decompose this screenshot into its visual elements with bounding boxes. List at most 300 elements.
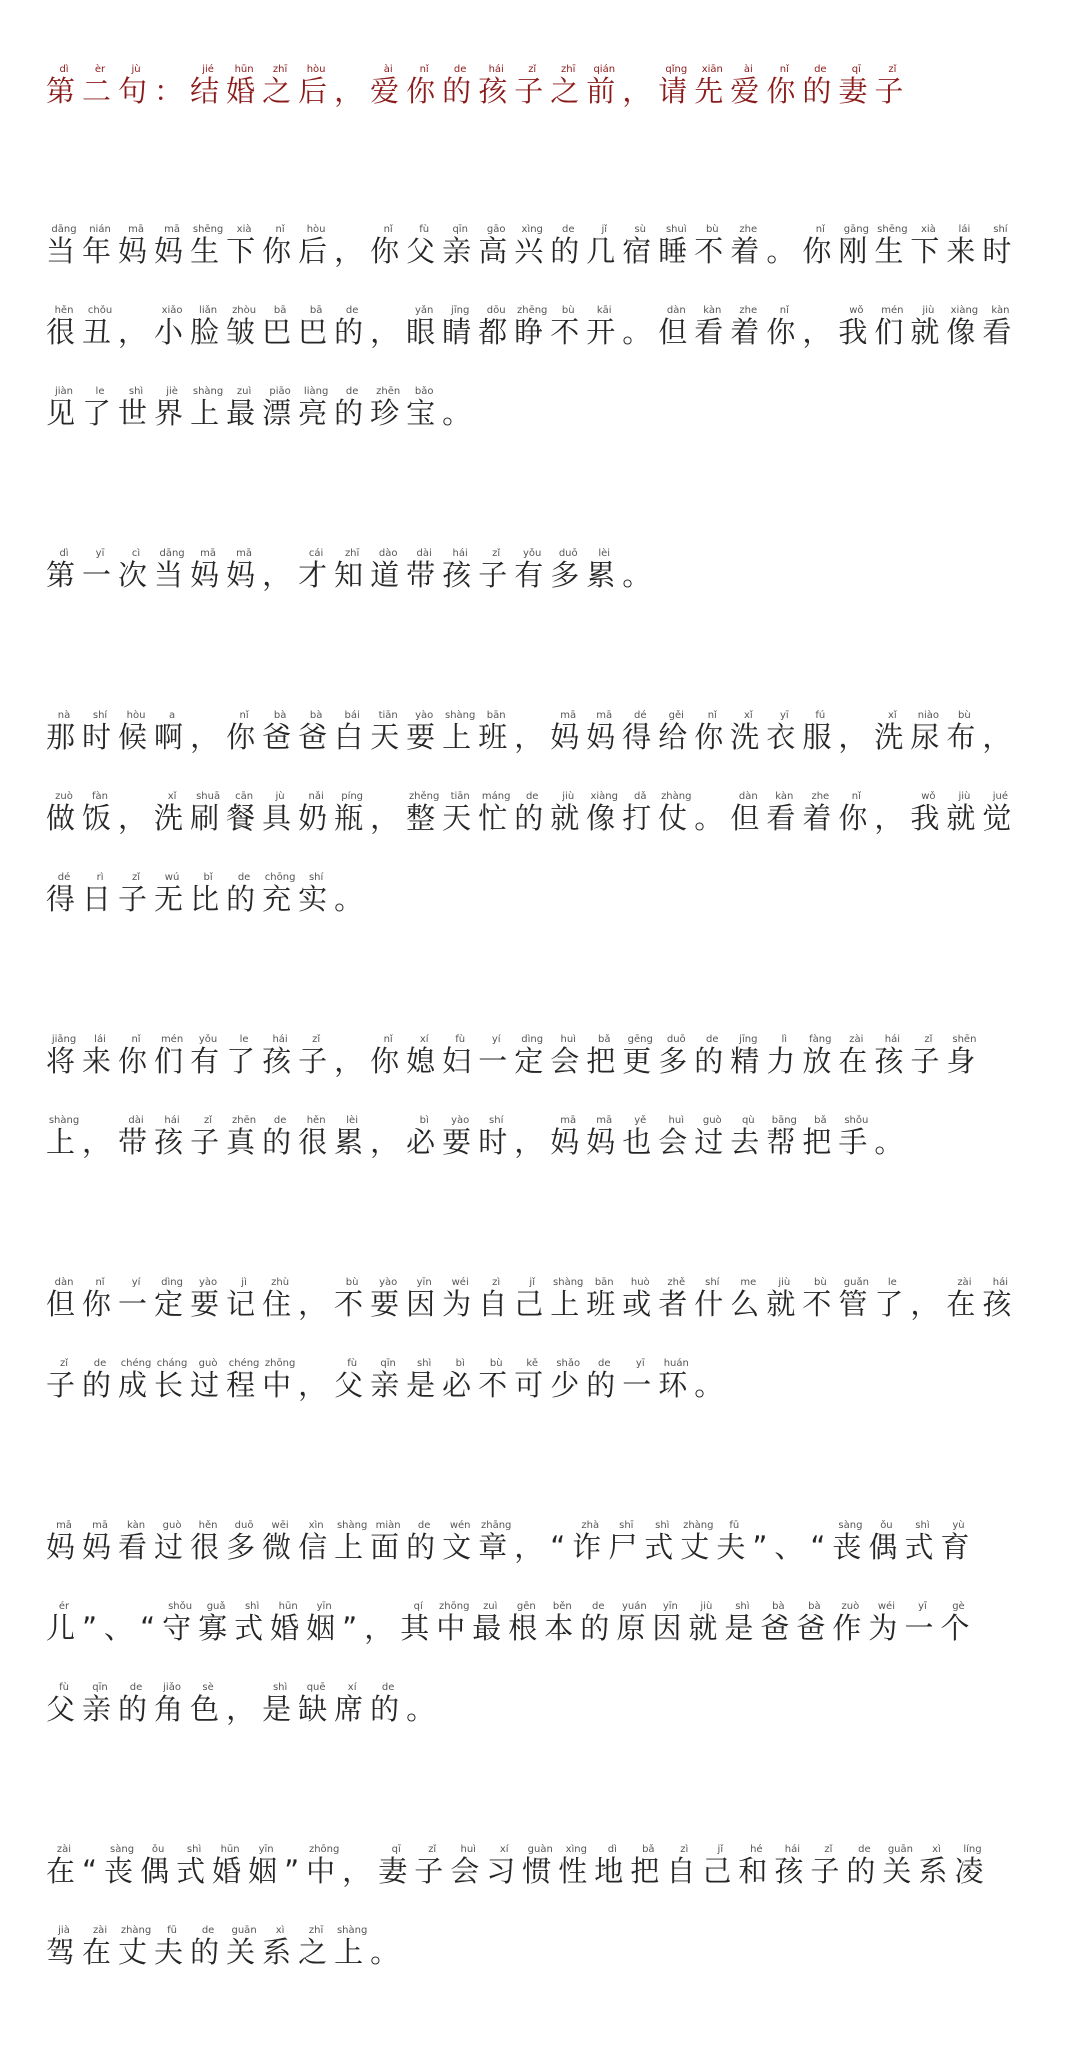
hanzi-char: 妇 — [442, 1044, 479, 1078]
pinyin: yào — [442, 1115, 479, 1126]
pinyin: chéng — [118, 1358, 155, 1369]
hanzi-char: 珍 — [370, 396, 407, 430]
pinyin: fù — [442, 1034, 479, 1045]
text-line — [46, 872, 1079, 953]
pinyin: bù — [694, 224, 731, 235]
pinyin: zhě — [658, 1277, 695, 1288]
hanzi-char: 婚 — [212, 1854, 249, 1888]
pinyin: bà — [796, 1601, 833, 1612]
hanzi-char: 去 — [730, 1125, 767, 1159]
hanzi-char: 高 — [478, 234, 515, 268]
pinyin: zhōng — [262, 1358, 299, 1369]
hanzi-char: 最 — [226, 396, 263, 430]
pinyin: de — [190, 1925, 227, 1936]
hanzi-char: 上 — [334, 1935, 371, 1969]
pinyin: fù — [406, 224, 443, 235]
hanzi-char: 孩 — [154, 1125, 191, 1159]
hanzi-char: 多 — [658, 1044, 695, 1078]
hanzi-char: 当 — [46, 234, 83, 268]
hanzi-char: 式 — [904, 1530, 941, 1564]
hanzi-char: ， — [118, 801, 155, 835]
pinyin: wǒ — [910, 791, 947, 802]
hanzi-char: 的 — [442, 74, 479, 108]
hanzi-char: 累 — [586, 558, 623, 592]
pinyin: yí — [118, 1277, 155, 1288]
pinyin: píng — [334, 791, 371, 802]
hanzi-char: 下 — [910, 234, 947, 268]
hanzi-char: 就 — [910, 315, 947, 349]
pinyin: mā — [82, 1520, 119, 1531]
hanzi-char: 关 — [226, 1935, 263, 1969]
hanzi-char: 的 — [406, 1530, 443, 1564]
text-line — [46, 224, 1079, 305]
pinyin: shàng — [334, 1520, 371, 1531]
pinyin: de — [846, 1844, 883, 1855]
hanzi-char: 章 — [478, 1530, 515, 1564]
hanzi-char: 妈 — [82, 1530, 119, 1564]
hanzi-char: 时 — [982, 234, 1019, 268]
pinyin: ér — [46, 1601, 83, 1612]
hanzi-char: 把 — [802, 1125, 839, 1159]
hanzi-char: 在 — [82, 1935, 119, 1969]
pinyin: xìng — [514, 224, 551, 235]
hanzi-char: 你 — [766, 74, 803, 108]
pinyin: de — [334, 386, 371, 397]
pinyin: fù — [46, 1682, 83, 1693]
hanzi-char: 子 — [414, 1854, 451, 1888]
hanzi-char: 上 — [46, 1125, 83, 1159]
pinyin: shí — [82, 710, 119, 721]
hanzi-char: 性 — [558, 1854, 595, 1888]
pinyin: huì — [550, 1034, 587, 1045]
hanzi-char: 小 — [154, 315, 191, 349]
pinyin — [752, 1520, 774, 1531]
pinyin: qù — [730, 1115, 767, 1126]
pinyin: me — [730, 1277, 767, 1288]
hanzi-char: 丧 — [104, 1854, 141, 1888]
hanzi-char: 偶 — [868, 1530, 905, 1564]
hanzi-char: 就 — [946, 801, 983, 835]
pinyin — [154, 64, 190, 75]
pinyin: yīn — [652, 1601, 689, 1612]
hanzi-char: “ — [140, 1611, 163, 1645]
hanzi-char: 第 — [46, 74, 83, 108]
pinyin — [622, 305, 658, 316]
hanzi-char: 像 — [586, 801, 623, 835]
pinyin: bù — [334, 1277, 371, 1288]
hanzi-char: 丑 — [82, 315, 119, 349]
hanzi-char: 在 — [838, 1044, 875, 1078]
pinyin — [334, 224, 370, 235]
hanzi-char: ， — [190, 720, 227, 754]
pinyin: shēng — [190, 224, 227, 235]
hanzi-char: 要 — [442, 1125, 479, 1159]
hanzi-char: 真 — [226, 1125, 263, 1159]
hanzi-char: 的 — [334, 396, 371, 430]
pinyin: nǐ — [766, 305, 803, 316]
paragraph — [46, 224, 1079, 467]
hanzi-char: ， — [874, 801, 911, 835]
hanzi-char: 来 — [82, 1044, 119, 1078]
hanzi-char: 孩 — [262, 1044, 299, 1078]
hanzi-char: 子 — [46, 1368, 83, 1402]
pinyin: hūn — [270, 1601, 307, 1612]
hanzi-char: 睁 — [514, 315, 551, 349]
hanzi-char: 过 — [694, 1125, 731, 1159]
pinyin: zǐ — [810, 1844, 847, 1855]
pinyin: hái — [874, 1034, 911, 1045]
pinyin: a — [154, 710, 191, 721]
pinyin: zhēng — [514, 305, 551, 316]
pinyin — [442, 386, 478, 397]
pinyin: de — [586, 1358, 623, 1369]
hanzi-char: ” — [284, 1854, 307, 1888]
pinyin: qīn — [82, 1682, 119, 1693]
pinyin — [262, 548, 298, 559]
pinyin: hái — [478, 64, 515, 75]
pinyin: yǒu — [514, 548, 551, 559]
pinyin: yī — [766, 710, 803, 721]
pinyin: bān — [586, 1277, 623, 1288]
hanzi-char: 媳 — [406, 1044, 443, 1078]
pinyin: le — [226, 1034, 263, 1045]
hanzi-char: 父 — [46, 1692, 83, 1726]
hanzi-char: 偶 — [140, 1854, 177, 1888]
hanzi-char: 姻 — [248, 1854, 285, 1888]
hanzi-char: 衣 — [766, 720, 803, 754]
text-line — [46, 710, 1079, 791]
hanzi-char: 环 — [658, 1368, 695, 1402]
hanzi-char: 时 — [82, 720, 119, 754]
hanzi-char: 妻 — [838, 74, 875, 108]
pinyin: nǐ — [694, 710, 731, 721]
hanzi-char: 来 — [946, 234, 983, 268]
pinyin: fū — [154, 1925, 191, 1936]
pinyin: zuò — [46, 791, 82, 802]
hanzi-char: 比 — [190, 882, 227, 916]
pinyin: hòu — [118, 710, 155, 721]
pinyin: sù — [622, 224, 659, 235]
pinyin: nǐ — [370, 224, 407, 235]
hanzi-char: 个 — [940, 1611, 977, 1645]
pinyin: huì — [450, 1844, 487, 1855]
pinyin: wú — [154, 872, 191, 883]
pinyin: zǐ — [514, 64, 551, 75]
hanzi-char: 把 — [630, 1854, 667, 1888]
pinyin: bā — [298, 305, 335, 316]
pinyin: bāng — [766, 1115, 803, 1126]
pinyin: lái — [82, 1034, 119, 1045]
pinyin: dìng — [154, 1277, 191, 1288]
hanzi-char: 后 — [298, 74, 335, 108]
pinyin: yě — [622, 1115, 659, 1126]
pinyin — [190, 710, 226, 721]
pinyin — [298, 1277, 334, 1288]
pinyin: xì — [918, 1844, 955, 1855]
hanzi-char: 式 — [176, 1854, 213, 1888]
hanzi-char: ， — [370, 1125, 407, 1159]
hanzi-char: 为 — [442, 1287, 479, 1321]
hanzi-char: 会 — [550, 1044, 587, 1078]
hanzi-char: 但 — [46, 1287, 83, 1321]
pinyin: wǒ — [838, 305, 875, 316]
hanzi-char: 子 — [118, 882, 155, 916]
hanzi-char: 着 — [730, 234, 767, 268]
hanzi-char: 瓶 — [334, 801, 371, 835]
hanzi-char: 婚 — [270, 1611, 307, 1645]
hanzi-char: 式 — [234, 1611, 271, 1645]
hanzi-char: 候 — [118, 720, 155, 754]
hanzi-char: 妈 — [118, 234, 155, 268]
pinyin: hái — [154, 1115, 191, 1126]
pinyin: dài — [406, 548, 443, 559]
pinyin: de — [262, 1115, 299, 1126]
pinyin: wéi — [868, 1601, 905, 1612]
pinyin: ǒu — [140, 1844, 177, 1855]
pinyin: sàng — [832, 1520, 869, 1531]
hanzi-char: 餐 — [226, 801, 263, 835]
text-line — [46, 1115, 1079, 1196]
pinyin: piāo — [262, 386, 299, 397]
pinyin: kāi — [586, 305, 623, 316]
text-line — [46, 1925, 1079, 2006]
pinyin: zǐ — [478, 548, 515, 559]
pinyin: lái — [946, 224, 983, 235]
hanzi-char: 开 — [586, 315, 623, 349]
pinyin — [334, 872, 370, 883]
pinyin: nǐ — [838, 791, 875, 802]
pinyin: zì — [478, 1277, 515, 1288]
hanzi-char: 看 — [982, 315, 1019, 349]
pinyin: sàng — [104, 1844, 141, 1855]
pinyin — [370, 1925, 406, 1936]
hanzi-char: 诈 — [572, 1530, 609, 1564]
pinyin: qī — [378, 1844, 415, 1855]
hanzi-char: ， — [334, 74, 371, 108]
hanzi-char: 面 — [370, 1530, 407, 1564]
pinyin: yī — [622, 1358, 659, 1369]
hanzi-char: 的 — [226, 882, 263, 916]
pinyin: mā — [586, 710, 623, 721]
pinyin — [838, 710, 874, 721]
pinyin: xǐ — [730, 710, 767, 721]
hanzi-char: ， — [82, 1125, 119, 1159]
pinyin: shǒu — [838, 1115, 875, 1126]
pinyin: gāo — [478, 224, 515, 235]
hanzi-char: 一 — [118, 1287, 155, 1321]
pinyin: nǐ — [802, 224, 839, 235]
hanzi-char: 最 — [472, 1611, 509, 1645]
pinyin: mā — [190, 548, 227, 559]
pinyin: mā — [226, 548, 263, 559]
pinyin: shì — [644, 1520, 681, 1531]
hanzi-char: 。 — [622, 558, 659, 592]
hanzi-char: 妻 — [378, 1854, 415, 1888]
pinyin: zhàng — [680, 1520, 717, 1531]
pinyin: dàn — [730, 791, 767, 802]
hanzi-char: 育 — [940, 1530, 977, 1564]
hanzi-char: 你 — [406, 74, 443, 108]
pinyin: nǐ — [118, 1034, 155, 1045]
pinyin — [364, 1601, 400, 1612]
hanzi-char: 手 — [838, 1125, 875, 1159]
hanzi-char: 界 — [154, 396, 191, 430]
pinyin: jué — [982, 791, 1019, 802]
hanzi-char: 仗 — [658, 801, 695, 835]
hanzi-char: 妈 — [190, 558, 227, 592]
hanzi-char: 你 — [226, 720, 263, 754]
pinyin: ài — [730, 64, 767, 75]
pinyin: zài — [46, 1844, 82, 1855]
pinyin: nián — [82, 224, 119, 235]
pinyin: jīng — [442, 305, 479, 316]
hanzi-char: 我 — [838, 315, 875, 349]
hanzi-char: 洗 — [730, 720, 767, 754]
pinyin — [982, 710, 1018, 721]
pinyin: dāng — [154, 548, 191, 559]
pinyin: zhù — [262, 1277, 299, 1288]
pinyin: zhī — [262, 64, 299, 75]
pinyin: nǐ — [82, 1277, 119, 1288]
pinyin — [622, 64, 658, 75]
hanzi-char: 。 — [334, 882, 371, 916]
pinyin: xiǎo — [154, 305, 191, 316]
hanzi-char: 中 — [436, 1611, 473, 1645]
pinyin: jiù — [550, 791, 587, 802]
pinyin: shàng — [334, 1925, 371, 1936]
hanzi-char: 尸 — [608, 1530, 645, 1564]
hanzi-char: 布 — [946, 720, 983, 754]
hanzi-char: 时 — [478, 1125, 515, 1159]
pinyin: dì — [46, 548, 83, 559]
pinyin: xìng — [558, 1844, 595, 1855]
hanzi-char: 奶 — [298, 801, 335, 835]
pinyin: bān — [478, 710, 515, 721]
pinyin: shǎo — [550, 1358, 587, 1369]
pinyin: zuò — [832, 1601, 869, 1612]
pinyin — [370, 791, 406, 802]
pinyin: ài — [370, 64, 407, 75]
hanzi-char: 中 — [262, 1368, 299, 1402]
hanzi-char: 角 — [154, 1692, 191, 1726]
pinyin: shuā — [190, 791, 227, 802]
text-line — [46, 1277, 1079, 1358]
hanzi-char: 父 — [406, 234, 443, 268]
pinyin: bì — [406, 1115, 443, 1126]
hanzi-char: 一 — [904, 1611, 941, 1645]
hanzi-char: 记 — [226, 1287, 263, 1321]
pinyin: nǐ — [406, 64, 443, 75]
pinyin: gāng — [838, 224, 875, 235]
hanzi-char: 过 — [154, 1530, 191, 1564]
pinyin: jiàn — [46, 386, 82, 397]
pinyin — [82, 1115, 118, 1126]
pinyin: jiǎo — [154, 1682, 191, 1693]
hanzi-char: ， — [514, 1125, 551, 1159]
hanzi-char: 驾 — [46, 1935, 83, 1969]
hanzi-char: 你 — [802, 234, 839, 268]
pinyin — [342, 1601, 364, 1612]
hanzi-char: 妈 — [154, 234, 191, 268]
hanzi-char: 洗 — [154, 801, 191, 835]
pinyin: nǐ — [262, 224, 299, 235]
pinyin: zhe — [802, 791, 839, 802]
pinyin: de — [118, 1682, 155, 1693]
pinyin: zǐ — [118, 872, 155, 883]
pinyin: chéng — [226, 1358, 263, 1369]
pinyin: mā — [118, 224, 155, 235]
pinyin: shuì — [658, 224, 695, 235]
text-line — [46, 1034, 1079, 1115]
hanzi-char: ， — [622, 74, 659, 108]
text-line — [46, 1520, 1079, 1601]
hanzi-char: 本 — [544, 1611, 581, 1645]
pinyin: xià — [910, 224, 947, 235]
pinyin: dǎ — [622, 791, 659, 802]
pinyin: qián — [586, 64, 623, 75]
pinyin — [82, 1601, 104, 1612]
pinyin: shēng — [874, 224, 911, 235]
paragraph — [46, 1034, 1079, 1196]
hanzi-char: 关 — [882, 1854, 919, 1888]
hanzi-char: 刚 — [838, 234, 875, 268]
hanzi-char: 的 — [550, 234, 587, 268]
hanzi-char: 你 — [262, 234, 299, 268]
pinyin — [910, 1277, 946, 1288]
pinyin: duō — [226, 1520, 263, 1531]
hanzi-char: 者 — [658, 1287, 695, 1321]
paragraph — [46, 548, 1079, 629]
hanzi-char: 着 — [730, 315, 767, 349]
pinyin: bǎo — [406, 386, 443, 397]
pinyin: de — [406, 1520, 443, 1531]
pinyin: hé — [738, 1844, 775, 1855]
pinyin — [370, 1115, 406, 1126]
hanzi-char: 寡 — [198, 1611, 235, 1645]
pinyin: qīn — [370, 1358, 407, 1369]
pinyin: zài — [946, 1277, 983, 1288]
hanzi-char: 洗 — [874, 720, 911, 754]
hanzi-char: 的 — [694, 1044, 731, 1078]
pinyin: fàng — [802, 1034, 839, 1045]
pinyin — [334, 1034, 370, 1045]
hanzi-char: 妈 — [226, 558, 263, 592]
hanzi-char: 守 — [162, 1611, 199, 1645]
pinyin — [298, 1358, 334, 1369]
paragraph — [46, 1844, 1079, 2006]
hanzi-char: 子 — [874, 74, 911, 108]
hanzi-char: 了 — [82, 396, 119, 430]
pinyin: shǒu — [162, 1601, 199, 1612]
hanzi-char: 但 — [730, 801, 767, 835]
hanzi-char: 生 — [190, 234, 227, 268]
pinyin: tiān — [370, 710, 407, 721]
hanzi-char: 定 — [154, 1287, 191, 1321]
pinyin — [810, 1520, 832, 1531]
hanzi-char: 子 — [910, 1044, 947, 1078]
pinyin: shī — [608, 1520, 645, 1531]
hanzi-char: 年 — [82, 234, 119, 268]
hanzi-char: 孩 — [442, 558, 479, 592]
pinyin: xí — [486, 1844, 523, 1855]
pinyin — [284, 1844, 306, 1855]
text-line — [46, 1844, 1079, 1925]
hanzi-char: 在 — [46, 1854, 83, 1888]
hanzi-char: 把 — [586, 1044, 623, 1078]
pinyin: dì — [594, 1844, 631, 1855]
pinyin: jiù — [766, 1277, 803, 1288]
pinyin: jīng — [730, 1034, 767, 1045]
